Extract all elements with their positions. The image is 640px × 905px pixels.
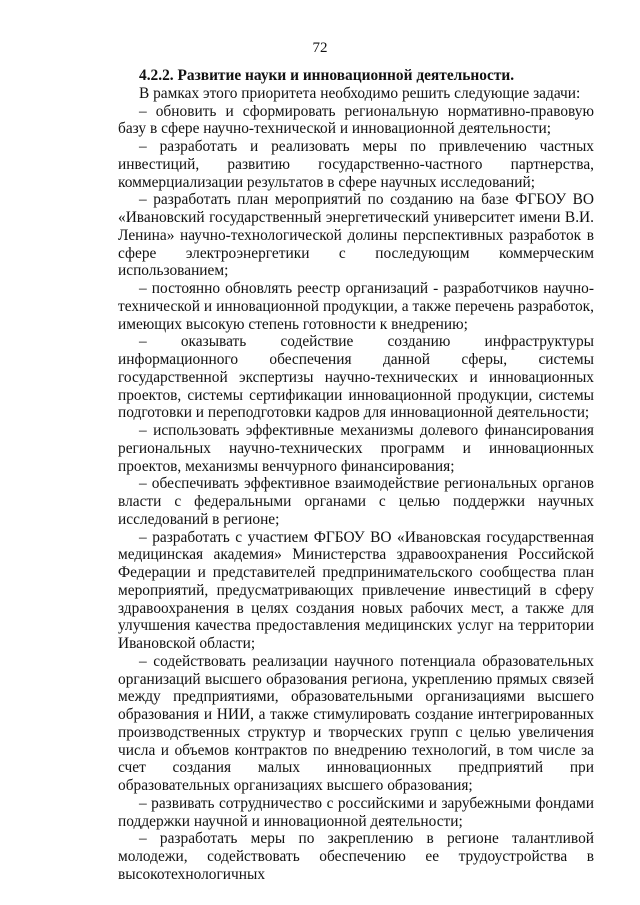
section-heading: 4.2.2. Развитие науки и инновационной деятельности. xyxy=(139,67,515,84)
page-number: 72 xyxy=(312,40,328,56)
task-item-3: – разработать план мероприятий по созданию на базе ФГБОУ ВО «Ивановский государственный энергетический университет имени В.И. Ленина» научно-технологической долины перспективных разработок в сфере электроэнергетики с последующим коммерческим использованием; xyxy=(118,191,594,280)
task-item-9: – содействовать реализации научного потенциала образовательных организаций высшего образования региона, укреплению прямых связей между предприятиями, образовательными организациями высшего образования и НИИ, а также стимулировать создание интегрированных производственных структур и творческих групп с целью увеличения числа и объемов контрактов по внедрению технологий, в том числе за счет создания малых инновационных предприятий при образовательных организациях высшего образования; xyxy=(118,652,594,794)
task-item-6: – использовать эффективные механизмы долевого финансирования региональных научно-технических программ и инновационных проектов, механизмы венчурного финансирования; xyxy=(118,422,594,475)
task-item-7: – обеспечивать эффективное взаимодействие региональных органов власти с федеральными органами с целью поддержки научных исследований в регионе; xyxy=(118,475,594,528)
section-body xyxy=(118,67,594,884)
task-item-10: – развивать сотрудничество с российскими и зарубежными фондами поддержки научной и инновационной деятельности; xyxy=(118,794,594,830)
task-item-5: – оказывать содействие созданию инфраструктуры информационного обеспечения данной сферы, системы государственной экспертизы научно-технических и инновационных проектов, системы сертификации инновационной продукции, системы подготовки и переподготовки кадров для инновационной деятельности; xyxy=(118,333,594,422)
task-item-8: – разработать с участием ФГБОУ ВО «Ивановская государственная медицинская академия» Министерства здравоохранения Российской Федерации и представителей предпринимательского сообщества план мероприятий, предусматривающих привлечение инвестиций в сферу здравоохранения в целях создания новых рабочих мест, а также для улучшения качества предоставления медицинских услуг на территории Ивановской области; xyxy=(118,528,594,652)
task-item-4: – постоянно обновлять реестр организаций - разработчиков научно-технической и инновационной продукции, а также перечень разработок, имеющих высокую степень готовности к внедрению; xyxy=(118,280,594,333)
intro-paragraph: В рамках этого приоритета необходимо решить следующие задачи: xyxy=(139,84,581,102)
task-item-1: – обновить и сформировать региональную нормативно-правовую базу в сфере научно-технической и инновационной деятельности; xyxy=(118,102,594,138)
task-item-11: – разработать меры по закреплению в регионе талантливой молодежи, содействовать обеспечению ее трудоустройства в высокотехнологичных xyxy=(118,830,594,883)
task-item-2: – разработать и реализовать меры по привлечению частных инвестиций, развитию государственно-частного партнерства, коммерциализации результатов в сфере научных исследований; xyxy=(118,138,594,191)
